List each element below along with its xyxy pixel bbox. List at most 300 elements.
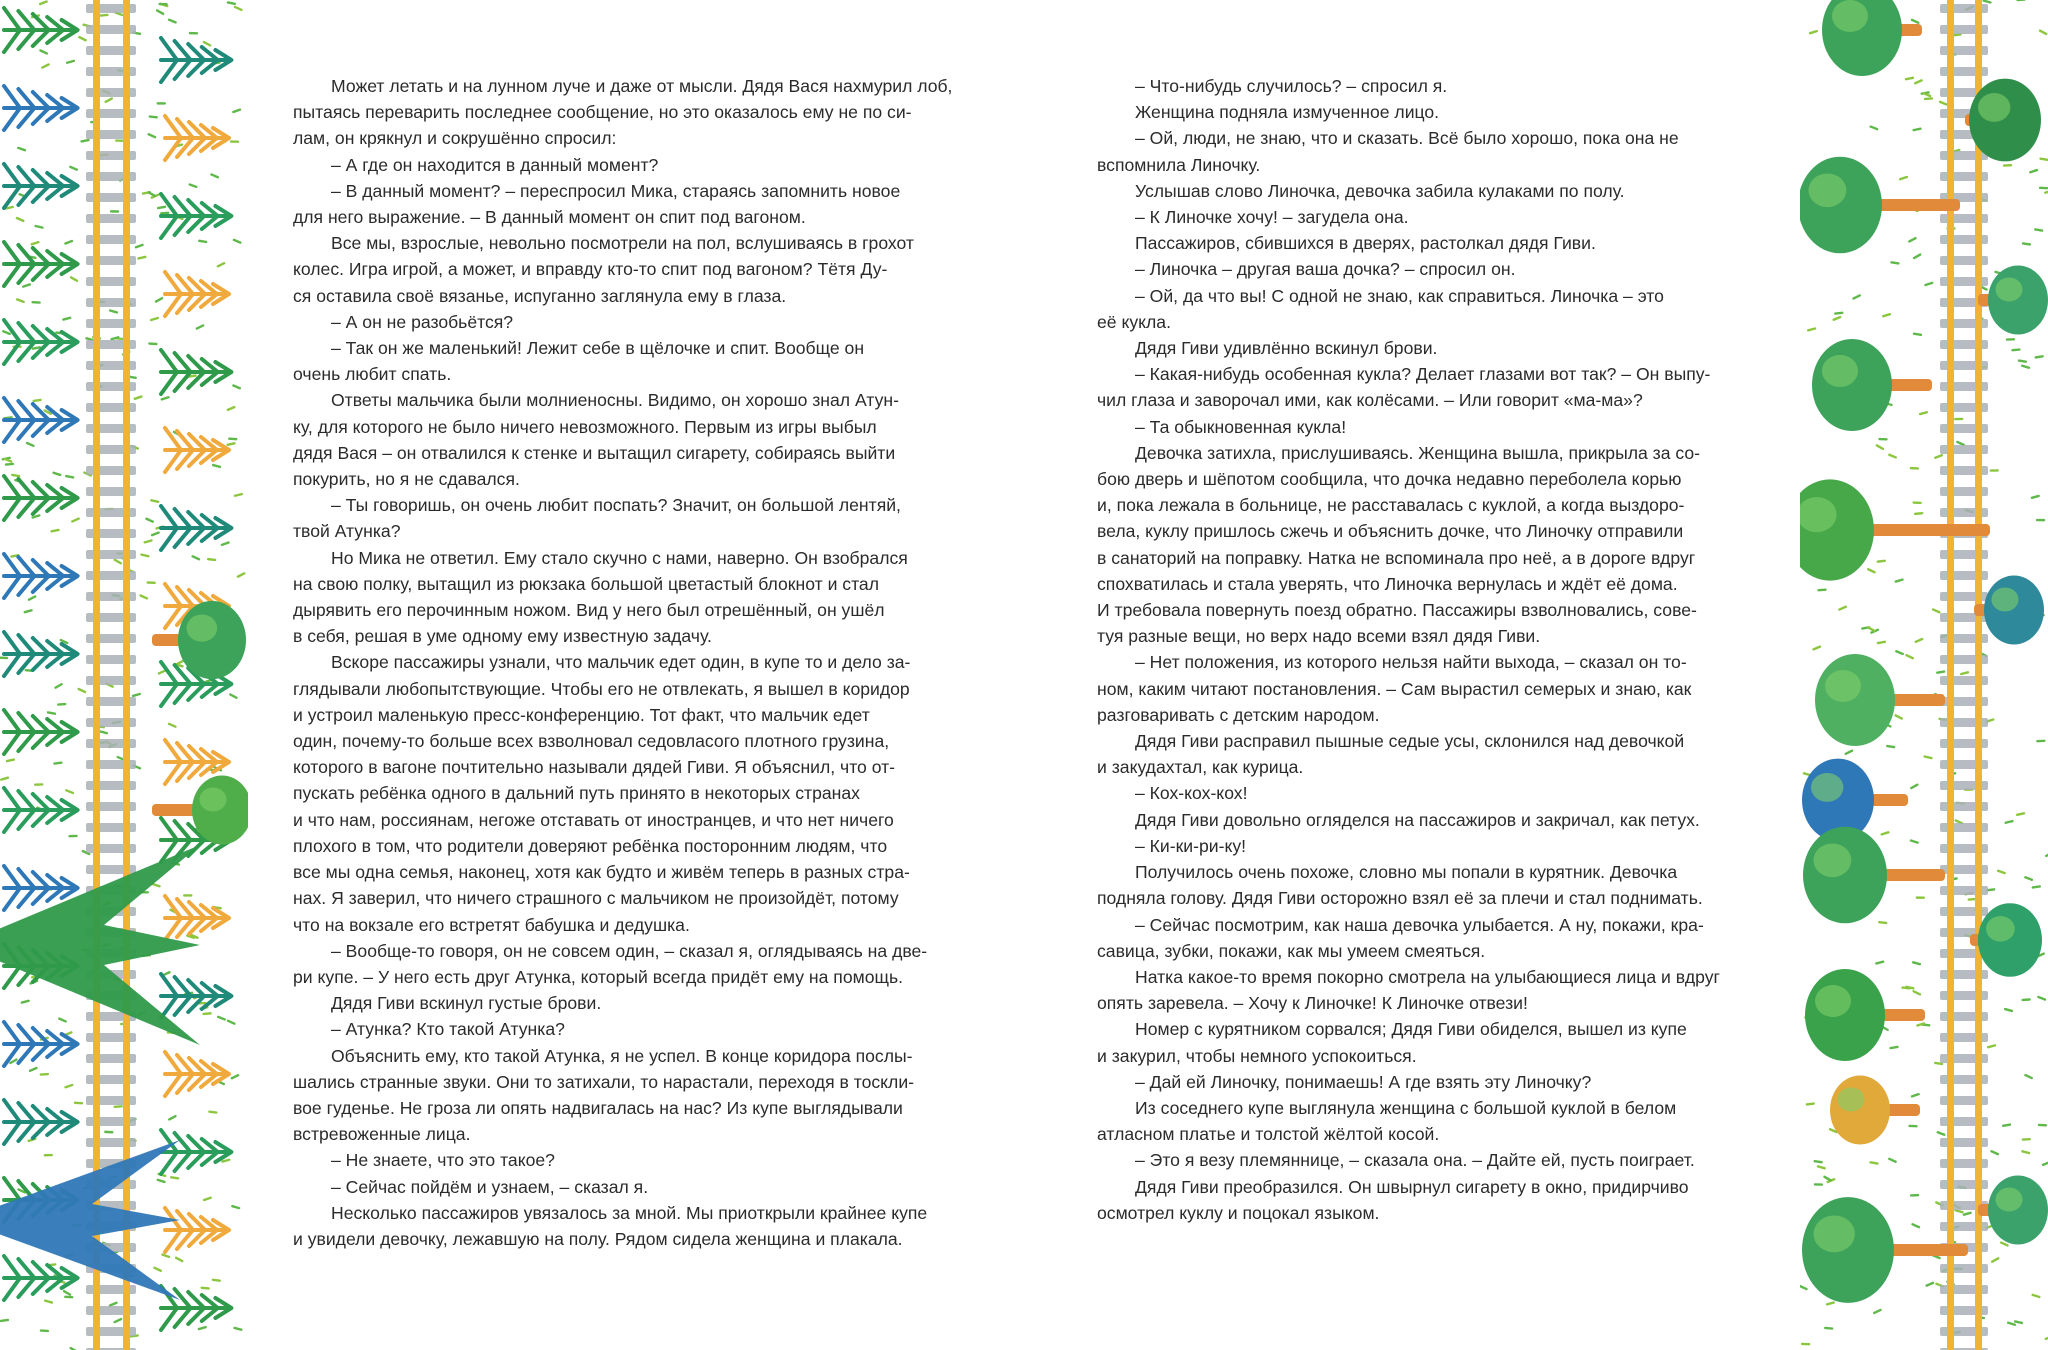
grass-stroke xyxy=(204,42,210,45)
grass-stroke xyxy=(106,99,112,102)
grass-stroke xyxy=(2035,229,2042,230)
grass-stroke xyxy=(1800,1286,1806,1289)
grass-stroke xyxy=(1913,1224,1919,1227)
grass-stroke xyxy=(1868,569,1874,572)
grass-stroke xyxy=(86,338,93,340)
grass-stroke xyxy=(199,241,206,242)
round-tree-icon xyxy=(1978,1176,2048,1245)
grass-stroke xyxy=(100,731,107,733)
tree-highlight xyxy=(1986,916,2015,942)
fir-tree-icon xyxy=(4,164,78,208)
fir-tree-icon xyxy=(161,1286,231,1330)
paragraph: Девочка затихла, прислушиваясь. Женщина вышла, прикрыла за со- бою дверь и шёпотом сообщила, что дочка недавно переболела корью и, пока лежала в больнице, не расставалась с куклой, а когда выздоро- вела, куклу пришлось сжечь и объяснить дочке, что Линочку отправили в санаторий на поправку. Натка не вспоминала про неё, а в дороге вдруг спохватилась и стала уверять, что Линочка вернулась и ждёт её дома. И требовала повернуть поезд обратно. Пассажиры взволновались, сове- туя разные вещи, но верх надо всеми взял дядя Гиви. xyxy=(1097,442,1701,647)
grass-stroke xyxy=(64,1291,70,1294)
grass-stroke xyxy=(154,1268,160,1271)
grass-stroke xyxy=(79,689,85,692)
grass-stroke xyxy=(238,573,244,576)
grass-stroke xyxy=(233,110,240,112)
grass-stroke xyxy=(59,1019,65,1022)
grass-stroke xyxy=(63,318,70,320)
paragraph: – А он не разобьётся? xyxy=(331,311,514,332)
grass-stroke xyxy=(2030,170,2037,172)
paragraph: – Ки-ки-ри-ку! xyxy=(1135,835,1247,856)
grass-stroke xyxy=(1827,1303,1834,1305)
grass-stroke xyxy=(218,263,224,266)
grass-stroke xyxy=(169,1116,175,1119)
grass-stroke xyxy=(1935,455,1942,458)
grass-stroke xyxy=(67,61,74,63)
grass-stroke xyxy=(1988,1045,1995,1047)
grass-stroke xyxy=(1915,513,1922,514)
paragraph: – Ой, люди, не знаю, что и сказать. Всё было хорошо, пока она не вспомнила Линочку. xyxy=(1097,128,1679,175)
grass-stroke xyxy=(162,397,169,399)
grass-stroke xyxy=(1956,1210,1963,1212)
grass-stroke xyxy=(222,1160,229,1162)
fir-tree-icon xyxy=(165,1208,229,1252)
grass-stroke xyxy=(151,500,158,501)
grass-stroke xyxy=(1896,651,1902,654)
grass-stroke xyxy=(1891,1047,1898,1048)
fir-tree-icon xyxy=(4,320,78,364)
grass-stroke xyxy=(1807,1104,1814,1105)
round-tree-icon xyxy=(1805,969,1925,1061)
fir-tree-icon xyxy=(161,194,231,238)
paragraph: – А где он находится в данный момент? xyxy=(331,154,659,175)
grass-stroke xyxy=(1914,129,1921,130)
fir-tree-icon xyxy=(4,632,78,676)
grass-stroke xyxy=(193,556,199,559)
grass-stroke xyxy=(1938,1132,1945,1134)
grass-stroke xyxy=(110,310,117,312)
grass-stroke xyxy=(1889,1159,1895,1162)
tree-highlight xyxy=(1838,1088,1865,1112)
grass-stroke xyxy=(82,140,89,141)
grass-stroke xyxy=(25,610,32,612)
paragraph: Услышав слово Линочка, девочка забила кулаками по полу. xyxy=(1135,180,1625,201)
fir-tree-icon xyxy=(4,476,78,520)
grass-stroke xyxy=(1889,455,1895,458)
grass-stroke xyxy=(33,347,40,348)
paragraph: Ответы мальчика были молниеносны. Видимо, он хорошо знал Атун- ку, для которого не было ничего невозможного. Первым из игры выбыл дядя Вася – он отвалился к стенке и вытащил сигарету, собираясь выйти покурить, но я не сдавался. xyxy=(293,390,899,490)
grass-stroke xyxy=(1912,1094,1919,1096)
grass-stroke xyxy=(1878,561,1885,562)
paragraph: Дядя Гиви расправил пышные седые усы, склонился над девочкой и закудахтал, как курица. xyxy=(1097,731,1685,778)
grass-stroke xyxy=(40,50,46,53)
fir-tree-icon xyxy=(4,554,78,598)
grass-stroke xyxy=(71,277,77,280)
tree-crown xyxy=(1805,969,1885,1061)
grass-stroke xyxy=(1853,295,1859,298)
grass-stroke xyxy=(158,1180,165,1182)
grass-stroke xyxy=(234,1328,241,1330)
grass-stroke xyxy=(1883,314,1890,316)
right-border-illustration xyxy=(1800,0,2048,1350)
fir-tree-icon xyxy=(4,710,78,754)
fir-tree-icon xyxy=(161,506,231,550)
grass-stroke xyxy=(135,397,142,399)
grass-stroke xyxy=(2038,997,2045,1000)
grass-stroke xyxy=(222,542,229,544)
grass-stroke xyxy=(150,117,157,118)
grass-stroke xyxy=(2012,350,2019,351)
tree-highlight xyxy=(187,615,218,642)
grass-stroke xyxy=(36,226,43,228)
grass-stroke xyxy=(2001,1243,2007,1246)
round-tree-icon xyxy=(1812,339,1932,431)
grass-stroke xyxy=(22,1001,29,1003)
grass-stroke xyxy=(1998,871,2005,873)
grass-stroke xyxy=(213,465,220,467)
grass-stroke xyxy=(48,712,55,713)
paragraph: Вскоре пассажиры узнали, что мальчик едет один, в купе то и дело за- глядывали любопытствующие. Чтобы его не отвлекать, я вышел в коридор и устроил маленькую пресс-конференцию. Тот факт, что мальчик едет один, почему-то больше всех взволновал седовласого плотного грузина, которого в вагоне почтительно называли дядей Гиви. Я объяснил, что от- пускать ребёнка одного в дальний путь принято в некоторых странах и что нам, россиянам, негоже отставать от иностранцев, и что нет ничего плохого в том, что родители доверяют ребёнка посторонним людям, что все мы одна семья, наконец, хотя как будто и живём теперь в разных стра- нах. Я заверил, что ничего страшного с мальчиком не произойдёт, потому что на вокзале его встретят бабушка и дедушка. xyxy=(293,652,911,935)
fir-tree-icon xyxy=(165,896,229,940)
grass-stroke xyxy=(70,167,76,170)
grass-stroke xyxy=(10,1060,16,1063)
grass-stroke xyxy=(2040,31,2046,34)
grass-stroke xyxy=(141,555,148,557)
grass-stroke xyxy=(190,184,197,186)
paragraph: – Сейчас посмотрим, как наша девочка улыбается. А ну, покажи, кра- савица, зубки, покажи, как мы умеем смеяться. xyxy=(1097,914,1704,961)
grass-stroke xyxy=(199,1327,206,1329)
grass-stroke xyxy=(58,704,65,705)
grass-stroke xyxy=(66,476,73,477)
grass-stroke xyxy=(163,972,169,975)
tree-crown xyxy=(1815,654,1895,746)
grass-stroke xyxy=(1879,922,1886,923)
grass-stroke xyxy=(2033,886,2040,887)
grass-stroke xyxy=(79,37,85,40)
grass-stroke xyxy=(197,325,203,328)
grass-stroke xyxy=(1876,962,1883,964)
grass-stroke xyxy=(1871,127,1878,130)
grass-stroke xyxy=(157,10,163,13)
grass-stroke xyxy=(228,2,235,3)
grass-stroke xyxy=(45,1301,52,1303)
paragraph: – Что-нибудь случилось? – спросил я. xyxy=(1135,76,1448,96)
grass-stroke xyxy=(1868,627,1874,630)
grass-stroke xyxy=(158,207,165,208)
grass-stroke xyxy=(235,7,241,10)
paragraph: – Какая-нибудь особенная кукла? Делает глазами вот так? – Он выпу- чил глаза и заворочал ими, как колёсами. – Или говорит «ма-ма»? xyxy=(1097,364,1711,411)
grass-stroke xyxy=(153,884,160,886)
grass-stroke xyxy=(1900,177,1907,179)
left-border-illustration xyxy=(0,0,248,1350)
grass-stroke xyxy=(228,443,235,444)
grass-stroke xyxy=(202,1288,209,1289)
grass-stroke xyxy=(171,1177,178,1178)
paragraph: Получилось очень похоже, словно мы попали в курятник. Девочка подняла голову. Дядя Гиви осторожно взял её за плечи и стал поднимать. xyxy=(1097,862,1703,909)
grass-stroke xyxy=(12,475,19,476)
grass-stroke xyxy=(1835,313,1842,314)
grass-stroke xyxy=(1,1320,8,1321)
grass-stroke xyxy=(1935,1063,1942,1064)
tree-highlight xyxy=(1814,844,1852,878)
tree-crown xyxy=(1803,827,1887,924)
grass-stroke xyxy=(40,2,47,4)
grass-stroke xyxy=(156,298,162,301)
grass-stroke xyxy=(29,596,35,599)
round-tree-icon xyxy=(1978,266,2048,335)
grass-stroke xyxy=(232,1075,238,1078)
grass-stroke xyxy=(146,519,152,522)
grass-stroke xyxy=(169,724,175,727)
grass-stroke xyxy=(110,1303,116,1306)
paragraph: – Линочка – другая ваша дочка? – спросил он. xyxy=(1135,259,1516,280)
paragraph: Может летать и на лунном луче и даже от мысли. Дядя Вася нахмурил лоб, пытаясь переварить последнее сообщение, но это оказалось ему не по си- лам, он крякнул и сокрушённо спросил: xyxy=(293,76,953,149)
grass-stroke xyxy=(1896,580,1903,582)
grass-stroke xyxy=(100,15,107,16)
paragraph: Номер с курятником сорвался; Дядя Гиви обиделся, вышел из купе и закурил, чтобы немного успокоиться. xyxy=(1097,1019,1687,1066)
grass-stroke xyxy=(1810,31,1817,33)
grass-stroke xyxy=(1906,655,1912,658)
grass-stroke xyxy=(1912,20,1918,23)
paragraph: – Нет положения, из которого нельзя найти выхода, – сказал он то- ном, каким читают постановления. – Сам вырастил семерых и знаю, как разговаривать с детским народом. xyxy=(1097,652,1692,725)
grass-stroke xyxy=(145,540,152,542)
tree-highlight xyxy=(1811,773,1843,802)
grass-stroke xyxy=(34,400,41,401)
grass-stroke xyxy=(2019,361,2026,362)
tree-crown xyxy=(1988,266,2048,335)
grass-stroke xyxy=(55,684,61,687)
grass-stroke xyxy=(228,407,234,410)
paragraph: – Не знаете, что это такое? xyxy=(331,1150,555,1171)
grass-stroke xyxy=(1913,962,1920,964)
paragraph: Из соседнего купе выглянула женщина с большой куклой в белом атласном платье и толстой жёлтой косой. xyxy=(1097,1097,1677,1145)
fir-tree-icon xyxy=(4,788,78,832)
grass-stroke xyxy=(30,1068,36,1071)
grass-stroke xyxy=(1933,609,1939,612)
grass-stroke xyxy=(204,1013,211,1014)
grass-stroke xyxy=(17,299,24,301)
grass-stroke xyxy=(2015,1321,2022,1323)
rail xyxy=(1975,0,1982,1350)
grass-stroke xyxy=(1914,991,1920,994)
grass-stroke xyxy=(1814,647,1820,650)
grass-stroke xyxy=(1916,639,1922,642)
grass-stroke xyxy=(1940,102,1946,105)
grass-stroke xyxy=(1824,1177,1830,1180)
grass-stroke xyxy=(1925,283,1932,285)
round-tree-icon xyxy=(1830,1076,1920,1145)
paragraph: Натка какое-то время покорно смотрела на улыбающиеся лица и вдруг опять заревела. – Хочу к Линочке! К Линочке отвези! xyxy=(1097,966,1720,1014)
grass-stroke xyxy=(1964,1213,1971,1215)
grass-stroke xyxy=(2036,356,2043,357)
grass-stroke xyxy=(66,1085,73,1087)
paragraph: Дядя Гиви вскинул густые брови. xyxy=(331,993,602,1014)
grass-stroke xyxy=(232,1206,239,1208)
paragraph: – Кох-кох-кох! xyxy=(1135,783,1248,804)
grass-stroke xyxy=(1915,80,1921,83)
grass-stroke xyxy=(1961,672,1968,674)
paragraph: – Та обыкновенная кукла! xyxy=(1135,416,1347,437)
tree-crown xyxy=(1802,1197,1894,1303)
fir-tree-icon xyxy=(4,1100,78,1144)
paragraph: – Сейчас пойдём и узнаем, – сказал я. xyxy=(331,1176,649,1197)
grass-stroke xyxy=(1969,899,1976,900)
paragraph: – Вообще-то говоря, он не совсем один, – сказал я, оглядываясь на две- ри купе. – У него есть друг Атунка, который всегда придёт ему на помощь. xyxy=(293,940,928,987)
grass-stroke xyxy=(6,464,13,465)
grass-stroke xyxy=(1984,1,1991,3)
grass-stroke xyxy=(208,559,215,560)
grass-stroke xyxy=(115,560,121,563)
paragraph: – Дай ей Линочку, понимаешь! А где взять эту Линочку? xyxy=(1135,1071,1592,1092)
grass-stroke xyxy=(234,240,240,243)
grass-stroke xyxy=(133,694,140,696)
grass-stroke xyxy=(65,241,72,243)
grass-stroke xyxy=(2033,1295,2040,1297)
grass-stroke xyxy=(1991,1151,1997,1154)
grass-stroke xyxy=(1808,329,1815,331)
grass-stroke xyxy=(1815,1161,1822,1162)
grass-stroke xyxy=(1920,412,1927,414)
grass-stroke xyxy=(2032,496,2039,498)
grass-stroke xyxy=(1874,1310,1880,1313)
grass-stroke xyxy=(1825,1328,1832,1329)
grass-stroke xyxy=(230,694,236,697)
tree-highlight xyxy=(1992,588,2019,612)
grass-stroke xyxy=(149,192,155,195)
fir-tree-icon xyxy=(165,272,229,316)
paragraph: – Ты говоришь, он очень любит поспать? Значит, он большой лентяй, твой Атунка? xyxy=(293,495,901,542)
grass-stroke xyxy=(1877,445,1883,448)
grass-stroke xyxy=(2022,366,2029,368)
railway-forest-illustration-left xyxy=(0,0,248,1350)
grass-stroke xyxy=(1834,317,1841,320)
grass-stroke xyxy=(169,20,175,23)
paragraph: – В данный момент? – переспросил Мика, стараясь запомнить новое для него выражение. – В данный момент он спит под вагоном. xyxy=(293,180,901,228)
grass-stroke xyxy=(1891,262,1898,263)
tree-crown xyxy=(1978,903,2042,977)
grass-stroke xyxy=(176,1258,182,1261)
paragraph: – К Линочке хочу! – загудела она. xyxy=(1135,207,1409,228)
grass-stroke xyxy=(1871,1162,1878,1163)
grass-stroke xyxy=(3,331,9,334)
tree-highlight xyxy=(1825,670,1861,702)
grass-stroke xyxy=(1839,607,1845,610)
grass-stroke xyxy=(1882,832,1889,834)
fir-tree-icon xyxy=(4,86,78,130)
grass-stroke xyxy=(136,245,143,247)
tree-crown xyxy=(1988,1176,2048,1245)
round-tree-icon xyxy=(1815,654,1945,746)
paragraph: – Атунка? Кто такой Атунка? xyxy=(331,1019,565,1040)
tree-highlight xyxy=(1814,1216,1855,1253)
grass-stroke xyxy=(7,760,14,761)
grass-stroke xyxy=(115,1106,122,1107)
grass-stroke xyxy=(141,596,147,599)
tree-crown xyxy=(1984,576,2044,645)
grass-stroke xyxy=(235,494,242,496)
grass-stroke xyxy=(66,790,72,793)
paragraph: Дядя Гиви довольно огляделся на пассажиров и закричал, как петух. xyxy=(1135,809,1700,830)
grass-stroke xyxy=(1957,442,1963,445)
paragraph: Дядя Гиви преобразился. Он швырнул сигарету в окно, придирчиво осмотрел куклу и поцокал языком. xyxy=(1097,1176,1689,1223)
grass-stroke xyxy=(2041,159,2048,160)
paragraph: Все мы, взрослые, невольно посмотрели на пол, вслушиваясь в грохот колес. Игра игрой, а может, и вправду кто-то спит под вагоном? Тётя Ду- ся оставила своё вязанье, испуганно заглянула ему в глаза. xyxy=(293,233,914,306)
grass-stroke xyxy=(54,763,61,764)
grass-stroke xyxy=(1909,238,1915,241)
grass-stroke xyxy=(41,1074,48,1075)
grass-stroke xyxy=(1924,93,1930,96)
paragraph: Объяснить ему, кто такой Атунка, я не успел. В конце коридора послы- шались странные звуки. Они то затихали, то нарастали, переходя в тоскли- вое гуденье. Не гроза ли опять надвигалась на нас? Из купе выглядывали встревоженные лица. xyxy=(293,1045,915,1145)
grass-stroke xyxy=(2022,1151,2029,1153)
grass-stroke xyxy=(1902,988,1909,989)
grass-stroke xyxy=(233,385,239,388)
grass-stroke xyxy=(32,242,39,244)
tree-crown xyxy=(1969,79,2041,162)
tree-highlight xyxy=(1978,93,2010,122)
fir-tree-icon xyxy=(4,398,78,442)
grass-stroke xyxy=(209,1112,216,1113)
fir-tree-icon xyxy=(161,38,231,82)
tree-crown xyxy=(1812,339,1892,431)
grass-stroke xyxy=(115,1319,121,1322)
fir-tree-icon xyxy=(4,8,78,52)
grass-stroke xyxy=(138,257,145,259)
round-tree-icon xyxy=(1822,0,1922,76)
grass-stroke xyxy=(211,174,217,177)
grass-stroke xyxy=(177,661,183,664)
grass-stroke xyxy=(162,1255,169,1257)
grass-stroke xyxy=(2005,1009,2012,1011)
paragraph: Женщина подняла измученное лицо. xyxy=(1135,102,1440,123)
paragraph: – Это я везу племяннице, – сказала она. – Дайте ей, пусть поиграет. xyxy=(1135,1150,1695,1171)
grass-stroke xyxy=(213,1280,220,1281)
tree-highlight xyxy=(200,788,227,812)
grass-stroke xyxy=(1937,672,1944,673)
fir-tree-icon xyxy=(161,1130,231,1174)
grass-stroke xyxy=(1911,841,1918,843)
paragraph: Но Мика не ответил. Ему стало скучно с нами, наверно. Он взобрался на свою полку, вытащил из рюкзака большой цветастый блокнот и стал дырявить его перочинным ножом. Вид у него был отрешённый, он ушёл в себя, решая в уме одному ему известную задачу. xyxy=(293,547,908,647)
grass-stroke xyxy=(151,318,158,320)
grass-stroke xyxy=(1992,1258,1998,1261)
rail xyxy=(93,0,100,1350)
grass-stroke xyxy=(42,64,48,67)
grass-stroke xyxy=(218,1017,225,1020)
tree-highlight xyxy=(1832,0,1868,32)
paragraph: Пассажиров, сбившихся в дверях, растолкал дядя Гиви. xyxy=(1135,233,1596,254)
grass-stroke xyxy=(204,1198,211,1200)
grass-stroke xyxy=(1927,1283,1933,1286)
paragraph: – Ой, да что вы! С одной не знаю, как справиться. Линочка – это её кукла. xyxy=(1097,285,1664,332)
grass-stroke xyxy=(1,778,8,780)
grass-stroke xyxy=(1914,255,1920,258)
grass-stroke xyxy=(2008,1323,2015,1325)
round-tree-icon xyxy=(1800,157,1960,254)
grass-stroke xyxy=(1846,751,1852,754)
tree-highlight xyxy=(1809,174,1847,208)
grass-stroke xyxy=(1954,34,1961,35)
grass-stroke xyxy=(5,459,12,462)
railway-forest-illustration-right xyxy=(1800,0,2048,1350)
tree-crown xyxy=(1800,157,1882,254)
right-page-text xyxy=(1097,73,1757,1226)
paragraph: Несколько пассажиров увязалось за мной. Мы приоткрыли крайнее купе и увидели девочку, лежавшую на полу. Рядом сидела женщина и плакала. xyxy=(293,1202,928,1249)
grass-stroke xyxy=(18,148,25,150)
grass-stroke xyxy=(228,1021,234,1024)
grass-stroke xyxy=(17,218,23,221)
rail xyxy=(123,0,130,1350)
tree-crown xyxy=(178,601,246,679)
grass-stroke xyxy=(1887,746,1894,747)
grass-stroke xyxy=(72,519,78,522)
grass-stroke xyxy=(1914,334,1921,335)
grass-stroke xyxy=(27,443,33,446)
railway-track xyxy=(86,0,136,1350)
tree-highlight xyxy=(1996,1188,2023,1212)
fir-tree-icon xyxy=(165,428,229,472)
paragraph: – Так он же маленький! Лежит себе в щёлочке и спит. Вообще он очень любит спать. xyxy=(293,338,865,385)
